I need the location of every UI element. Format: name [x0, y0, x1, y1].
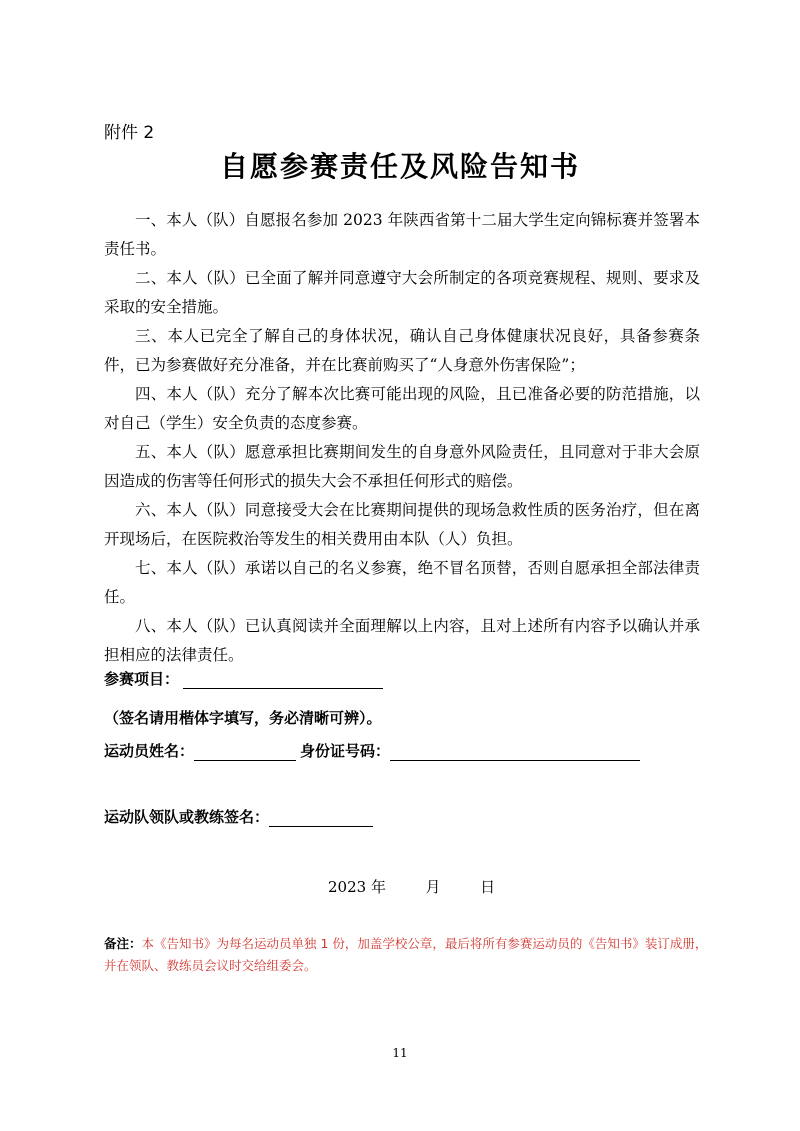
- date-day: 日: [480, 878, 496, 896]
- signing-date: [328, 876, 495, 897]
- remark-label: 备注：: [104, 936, 142, 951]
- attachment-label: 附件 2: [104, 123, 155, 143]
- event-blank-line[interactable]: [183, 670, 383, 689]
- page-number: 11: [392, 1046, 408, 1060]
- athlete-field-row: [104, 740, 640, 761]
- term-paragraph-5: 五、本人（队）愿意承担比赛期间发生的自身意外风险责任，且同意对于非大会原因造成的伤害等任何形式的损失大会不承担任何形式的赔偿。: [104, 443, 700, 490]
- leader-sign-blank-line[interactable]: [269, 808, 373, 827]
- athlete-name-blank-line[interactable]: [194, 742, 296, 761]
- date-month: 月: [425, 878, 441, 896]
- term-paragraph-7: 七、本人（队）承诺以自己的名义参赛，绝不冒名顶替，否则自愿承担全部法律责任。: [104, 559, 700, 606]
- leader-sign-label: 运动队领队或教练签名：: [104, 808, 270, 826]
- sign-note: [104, 707, 382, 728]
- id-number-blank-line[interactable]: [390, 742, 640, 761]
- event-label: 参赛项目：: [104, 670, 180, 688]
- remark-text: 本《告知书》为每名运动员单独 1 份，加盖学校公章，最后将所有参赛运动员的《告知书》装订成册，并在领队、教练员会议时交给组委会。: [104, 936, 708, 973]
- term-paragraph-8: 八、本人（队）已认真阅读并全面理解以上内容，且对上述所有内容予以确认并承担相应的法律责任。: [104, 617, 700, 664]
- athlete-name-label: 运动员姓名：: [104, 742, 195, 760]
- sign-note-text: （签名请用楷体字填写，务必清晰可辨）。: [104, 709, 382, 727]
- id-number-label: 身份证号码：: [300, 742, 391, 760]
- event-field-row: [104, 668, 383, 689]
- term-paragraph-4: 四、本人（队）充分了解本次比赛可能出现的风险，且已准备必要的防范措施，以对自己（学生）安全负责的态度参赛。: [104, 385, 700, 432]
- leader-field-row: [104, 806, 373, 827]
- term-paragraph-6: 六、本人（队）同意接受大会在比赛期间提供的现场急救性质的医务治疗，但在离开现场后，在医院救治等发生的相关费用由本队（人）负担。: [104, 501, 700, 548]
- term-paragraph-3: 三、本人已完全了解自己的身体状况，确认自己身体健康状况良好，具备参赛条件，已为参赛做好充分准备，并在比赛前购买了“人身意外伤害保险”；: [104, 327, 700, 374]
- remark-note: [104, 933, 708, 977]
- term-paragraph-1: 一、本人（队）自愿报名参加 2023 年陕西省第十二届大学生定向锦标赛并签署本责任书。: [104, 211, 700, 258]
- term-paragraph-2: 二、本人（队）已全面了解并同意遵守大会所制定的各项竞赛规程、规则、要求及采取的安全措施。: [104, 269, 700, 316]
- date-year: 2023 年: [328, 878, 386, 896]
- terms-section: [104, 206, 700, 670]
- document-title: 自愿参赛责任及风险告知书: [219, 150, 580, 183]
